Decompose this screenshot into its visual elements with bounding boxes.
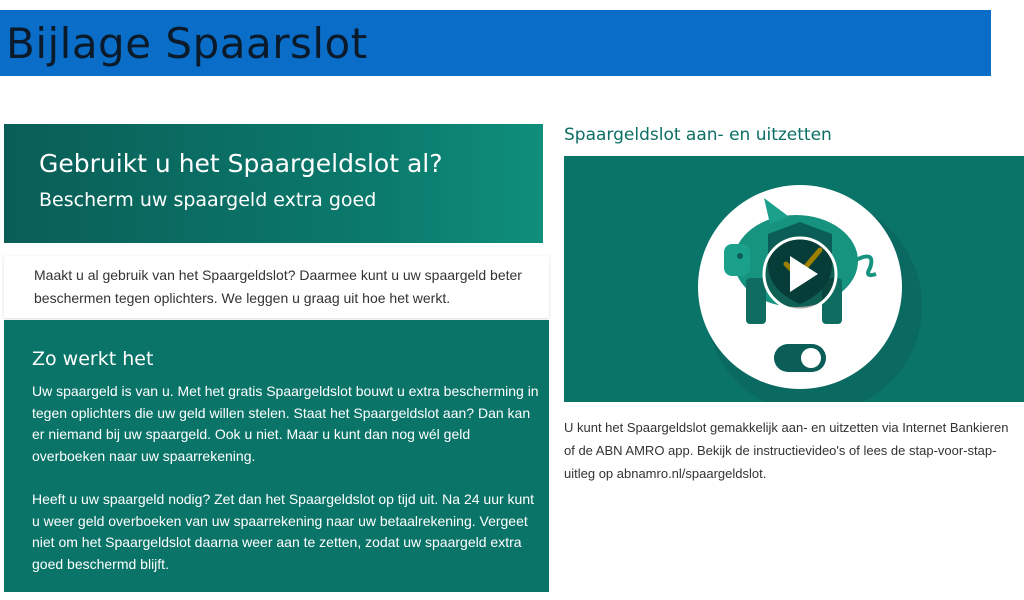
hero-title: Gebruikt u het Spaargeldslot al?: [39, 149, 443, 178]
how-it-works-panel: [4, 320, 549, 592]
video-description-line-3: uitleg op abnamro.nl/spaargeldslot.: [564, 466, 767, 481]
video-description-line-2: of de ABN AMRO app. Bekijk de instructievideo's of lees de stap-voor-stap-: [564, 443, 997, 458]
hero-subtitle: Bescherm uw spaargeld extra goed: [39, 189, 377, 211]
video-player[interactable]: [564, 156, 1024, 402]
intro-text: Maakt u al gebruik van het Spaargeldslot? Daarmee kunt u uw spaargeld beter beschermen tegen oplichters. We leggen u graag uit hoe het werkt.: [34, 267, 522, 306]
intro-card: [4, 256, 549, 318]
page-title: Bijlage Spaarslot: [6, 19, 368, 68]
how-it-works-paragraph-1: Uw spaargeld is van u. Met het gratis Spaargeldslot bouwt u extra bescherming in tegen oplichters die uw geld willen stelen. Staat het Spaargeldslot aan? Dan kan er niemand bij uw spaargeld. Ook u niet. Maar u kunt dan nog wél geld overboeken naar uw spaarrekening.: [32, 383, 539, 464]
play-button[interactable]: [764, 238, 836, 310]
how-it-works-paragraph-2: Heeft u uw spaargeld nodig? Zet dan het Spaargeldslot op tijd uit. Na 24 uur kunt u weer geld overboeken van uw spaarrekening naar uw betaalrekening. Vergeet niet om het Spaargeldslot daarna weer aan te zetten, zodat uw spaargeld extra goed beschermd blijft.: [32, 491, 534, 572]
hero-banner: [4, 124, 543, 243]
video-thumbnail: [564, 156, 1024, 402]
video-description: [564, 416, 1024, 485]
video-section-title: Spaargeldslot aan- en uitzetten: [564, 125, 832, 145]
spaargeldslot-toggle: [774, 344, 826, 372]
video-description-line-1: U kunt het Spaargeldslot gemakkelijk aan- en uitzetten via Internet Bankieren: [564, 420, 1009, 435]
top-banner: [0, 10, 991, 76]
how-it-works-title: Zo werkt het: [32, 348, 154, 370]
